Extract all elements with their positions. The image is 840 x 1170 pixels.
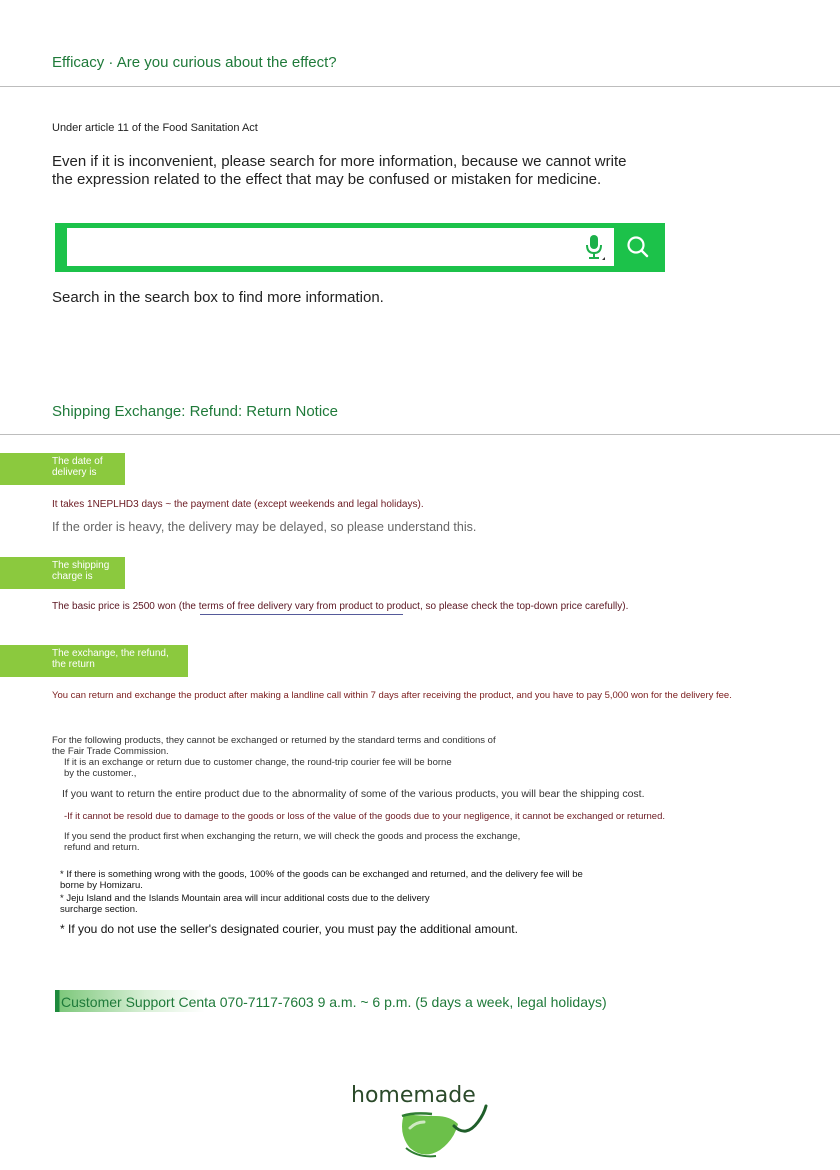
exchange-tag-line-2: the return xyxy=(52,659,95,670)
send-first-line-2: refund and return. xyxy=(64,842,140,853)
exchange-text: You can return and exchange the product after making a landline call within 7 days after receiving the product, and you have to pay 5,000 won for the delivery fee. xyxy=(52,690,732,701)
ftc-line-1: For the following products, they cannot be exchanged or returned by the standard terms and conditions of xyxy=(52,735,496,746)
delivery-date-tag xyxy=(0,453,125,485)
shipping-title: Shipping Exchange: Refund: Return Notice xyxy=(52,403,339,420)
teapot-leaf-logo-icon xyxy=(392,1104,492,1162)
charge-tag-line-2: charge is xyxy=(52,571,93,582)
divider xyxy=(0,86,840,87)
wrong-goods-note xyxy=(60,869,583,891)
delivery-text: It takes 1NEPLHD3 days ~ the payment date (except weekends and legal holidays). xyxy=(52,499,424,510)
search-input[interactable] xyxy=(67,228,614,266)
send-first-note xyxy=(64,831,520,853)
change-line-2: by the customer., xyxy=(64,768,137,779)
send-first-line-1: If you send the product first when exchanging the return, we will check the goods and process the exchange, xyxy=(64,831,521,842)
customer-change-note xyxy=(64,757,452,779)
wrong-line-2: borne by Homizaru. xyxy=(60,880,143,891)
search-box xyxy=(55,223,665,272)
microphone-icon[interactable] xyxy=(583,233,605,261)
abnormality-note: If you want to return the entire product due to the abnormality of some of the various products, you will bear the shipping cost. xyxy=(62,788,645,800)
search-icon xyxy=(617,228,659,266)
jeju-note xyxy=(60,893,430,915)
efficacy-lead-line-1: Even if it is inconvenient, please search for more information, because we cannot write xyxy=(52,153,627,170)
shipping-charge-tag xyxy=(0,557,125,589)
courier-note: * If you do not use the seller's designated courier, you must pay the additional amount. xyxy=(60,922,518,936)
ftc-line-2: the Fair Trade Commission. xyxy=(52,746,169,757)
change-line-1: If it is an exchange or return due to customer change, the round-trip courier fee will be borne xyxy=(64,757,452,768)
logo-text: homemade xyxy=(351,1083,476,1108)
jeju-line-2: surcharge section. xyxy=(60,904,138,915)
law-note: Under article 11 of the Food Sanitation Act xyxy=(52,122,258,134)
efficacy-title: Efficacy · Are you curious about the effect? xyxy=(52,54,337,71)
search-button[interactable] xyxy=(617,228,659,266)
search-hint: Search in the search box to find more information. xyxy=(52,289,384,306)
exchange-tag-line-1: The exchange, the refund, xyxy=(52,648,169,659)
divider xyxy=(0,434,840,435)
efficacy-lead-line-2: the expression related to the effect that may be confused or mistaken for medicine. xyxy=(52,171,602,188)
charge-tag-line-1: The shipping xyxy=(52,560,110,571)
ftc-note xyxy=(52,735,496,757)
customer-support: Customer Support Centa 070-7117-7603 9 a.m. ~ 6 p.m. (5 days a week, legal holidays) xyxy=(55,990,607,1012)
shipping-charge-text: The basic price is 2500 won (the terms of free delivery vary from product to product, so please check the top-down price carefully). xyxy=(52,601,629,612)
delivery-heavy-note: If the order is heavy, the delivery may be delayed, so please understand this. xyxy=(52,520,477,534)
jeju-line-1: * Jeju Island and the Islands Mountain area will incur additional costs due to the delivery xyxy=(60,893,430,904)
delivery-tag-line-1: The date of xyxy=(52,456,103,467)
underline xyxy=(200,614,403,615)
exchange-refund-tag xyxy=(0,645,188,677)
negligence-note: -If it cannot be resold due to damage to the goods or loss of the value of the goods due to your negligence, it cannot be exchanged or returned. xyxy=(64,811,666,822)
efficacy-lead xyxy=(52,153,626,189)
wrong-line-1: * If there is something wrong with the goods, 100% of the goods can be exchanged and returned, and the delivery fee will be xyxy=(60,869,583,880)
delivery-tag-line-2: delivery is xyxy=(52,467,97,478)
